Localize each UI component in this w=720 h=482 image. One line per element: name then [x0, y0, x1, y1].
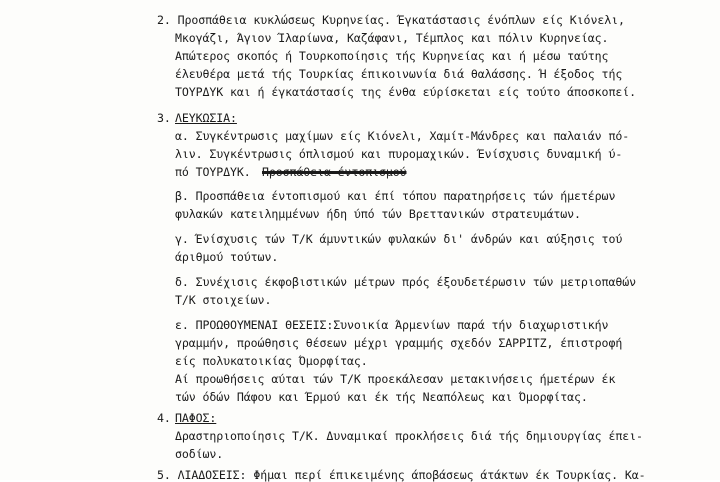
text-line: άριθμού τούτων.: [175, 250, 279, 264]
section-number: 3.: [157, 111, 171, 125]
text-line: 2. Προσπάθεια κυκλώσεως Κυρηνείας. Έγκατάστασις ένόπλων είς Κιόνελι,: [157, 13, 625, 27]
text-line: Μκογάζι, Άγιον Ίλαρίωνα, Καζάφανι, Τέμπλος και πόλιν Κυρηνείας.: [175, 31, 609, 45]
text-line: είς πολυκατοικίας Όμορφίτας.: [175, 354, 368, 368]
text-line: λιν. Συγκέντρωσις όπλισμού και πυρομαχικών. Ένίσχυσις δυναμική ύ-: [175, 147, 623, 161]
text-line: σοδίων.: [175, 447, 224, 461]
text-line: τών όδών Πάφου και Έρμού και έκ τής Νεαπόλεως και Όμορφίτας.: [175, 390, 588, 404]
text-line: 5. ΛΙΑΔΟΣΕΙΣ: Φήμαι περί έπικειμένης άποβάσεως άτάκτων έκ Τουρκίας. Κα-: [157, 468, 646, 482]
text-line: ε. ΠΡΟΩΘΟΥΜΕΝΑΙ ΘΕΣΕΙΣ:Συνοικία Άρμενίων παρά τήν διαχωριστικήν: [175, 318, 609, 332]
text-line: Αί προωθήσεις αύται τών Τ/Κ προεκάλεσαν μετακινήσεις ήμετέρων έκ: [175, 372, 616, 386]
text-line: δ. Συνέχισις έκφοβιστικών μέτρων πρός έξουδετέρωσιν τών μετριοπαθών: [175, 275, 636, 289]
text-line: γ. Ένίσχυσις τών Τ/Κ άμυντικών φυλακών δι' άνδρών και αύξησις τού: [175, 232, 623, 246]
section-heading-pafos: ΠΑΦΟΣ:: [175, 411, 217, 425]
text-line: Δραστηριοποίησις Τ/Κ. Δυναμικαί προκλήσεις διά τής δημιουργίας έπει-: [175, 429, 643, 443]
text-line: Τ/Κ στοιχείων.: [175, 293, 272, 307]
text-line: γραμμήν, προώθησις θέσεων μέχρι γραμμής σχεδόν ΣΑΡΡΙΤΖ, έπιστροφή: [175, 336, 623, 350]
text-line: έλευθέρα μετά τής Τουρκίας έπικοινωνία διά θαλάσσης. Ή έξοδος τής: [175, 67, 623, 81]
text-line: φυλακών κατειλημμένων ήδη ύπό τών Βρεττανικών στρατευμάτων.: [175, 207, 581, 221]
text-line: β. Προσπάθεια έντοπισμού και έπί τόπου παρατηρήσεις τών ήμετέρων: [175, 189, 616, 203]
struck-out-text: Προσπάθεια έντοπισμού: [262, 165, 407, 179]
section-heading-lefkosia: ΛΕΥΚΩΣΙΑ:: [175, 111, 237, 125]
text-line: Απώτερος σκοπός ή Τουρκοποίησις τής Κυρηνείας και ή μέσω ταύτης: [175, 49, 609, 63]
text-line: πό ΤΟΥΡΔΥΚ.: [175, 165, 251, 179]
section-number: 4.: [157, 411, 171, 425]
text-line: α. Συγκέντρωσις μαχίμων είς Κιόνελι, Χαμίτ-Μάνδρες και παλαιάν πό-: [175, 129, 630, 143]
text-line: ΤΟΥΡΔΥΚ και ή έγκατάστασίς της ένθα εύρίσκεται είς τούτο άποσκοπεί.: [175, 85, 636, 99]
